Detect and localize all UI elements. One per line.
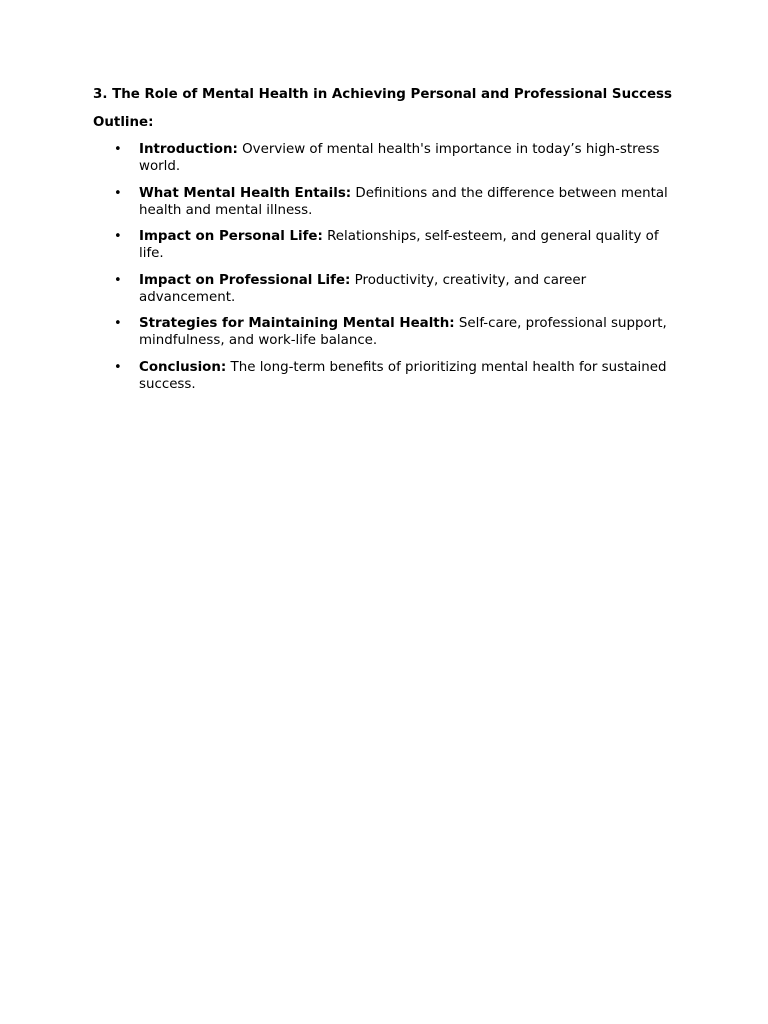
list-item	[93, 141, 683, 175]
bullet-icon: •	[114, 272, 122, 288]
list-item-term: Impact on Personal Life:	[139, 229, 323, 244]
outline-list	[93, 141, 683, 393]
list-item	[93, 185, 683, 219]
list-item-term: Strategies for Maintaining Mental Health:	[139, 316, 455, 331]
list-item-text: The long-term benefits of prioritizing mental health for sustained success.	[139, 359, 667, 392]
list-item-text: Self-care, professional support, mindfulness, and work-life balance.	[139, 316, 667, 348]
bullet-icon: •	[114, 316, 122, 331]
bullet-icon: •	[114, 359, 122, 375]
document-page	[93, 87, 683, 402]
list-item-term: What Mental Health Entails:	[139, 185, 352, 201]
bullet-icon: •	[114, 185, 122, 201]
list-item-term: Impact on Professional Life:	[139, 272, 351, 288]
list-item	[93, 359, 683, 393]
list-item-text: Relationships, self-esteem, and general quality of life.	[139, 229, 659, 261]
list-item-text: Definitions and the difference between mental health and mental illness.	[139, 185, 668, 218]
list-item-term: Conclusion:	[139, 359, 227, 375]
list-item	[93, 228, 683, 262]
list-item	[93, 315, 683, 349]
list-item-text: Productivity, creativity, and career advancement.	[139, 272, 587, 305]
list-item-text: Overview of mental health's importance in today’s high-stress world.	[139, 142, 660, 174]
list-item	[93, 272, 683, 306]
bullet-icon: •	[114, 229, 122, 244]
list-item-term: Introduction:	[139, 142, 238, 157]
document-title: 3. The Role of Mental Health in Achieving Personal and Professional Success	[93, 87, 672, 102]
bullet-icon: •	[114, 142, 122, 157]
outline-label: Outline:	[93, 115, 154, 130]
